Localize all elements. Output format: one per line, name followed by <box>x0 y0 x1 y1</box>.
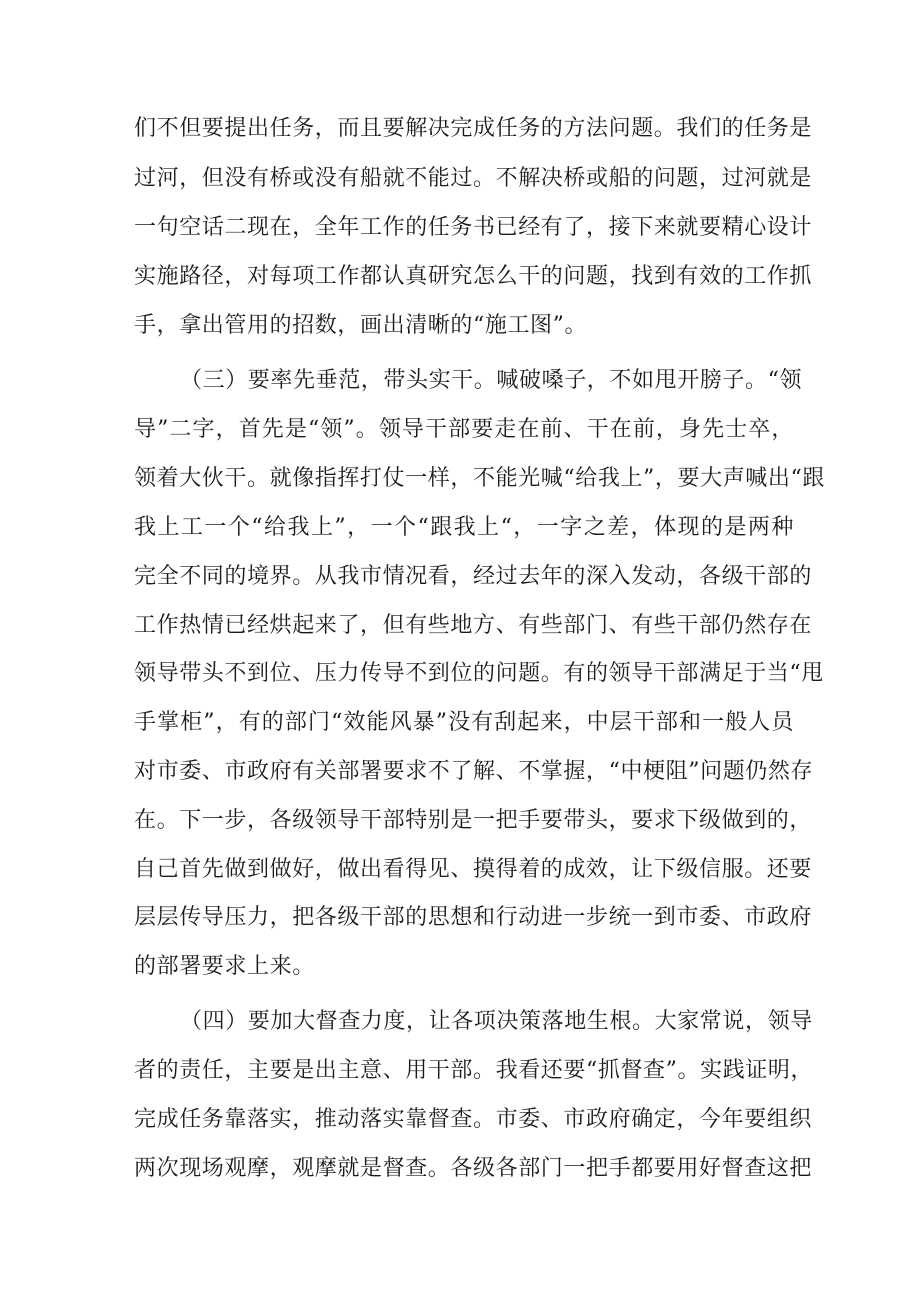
text-line: 者的责任，主要是出主意、用干部。我看还要“抓督查”。实践证明， <box>134 1058 814 1083</box>
text-line: 工作热情已经烘起来了，但有些地方、有些部门、有些干部仍然存在 <box>134 613 813 638</box>
text-line: 的部署要求上来。 <box>134 954 315 979</box>
text-line: 过河，但没有桥或没有船就不能过。不解决桥或船的问题，过河就是 <box>134 166 813 191</box>
text-line: 两次现场观摩，观摩就是督查。各级各部门一把手都要用好督查这把 <box>134 1156 813 1181</box>
text-line: 一句空话二现在，全年工作的任务书已经有了，接下来就要精心设计 <box>134 215 813 240</box>
text-line: 手，拿出管用的招数，画出清晰的“施工图”。 <box>134 313 588 338</box>
text-line: 对市委、市政府有关部署要求不了解、不掌握，“中梗阻”问题仍然存 <box>134 759 814 784</box>
paragraph-heading-line: （三）要率先垂范，带头实干。喊破嗓子，不如甩开膀子。“领 <box>180 368 803 393</box>
text-line: 层层传导压力，把各级干部的思想和行动进一步统一到市委、市政府 <box>134 905 813 930</box>
text-line: 完成任务靠落实，推动落实靠督查。市委、市政府确定，今年要组织 <box>134 1107 813 1132</box>
text-line: 自己首先做到做好，做出看得见、摸得着的成效，让下级信服。还要 <box>134 857 813 882</box>
text-line: 们不但要提出任务，而且要解决完成任务的方法问题。我们的任务是 <box>134 116 813 141</box>
text-line: 实施路径，对每项工作都认真研究怎么干的问题，找到有效的工作抓 <box>134 264 813 289</box>
text-line: 我上工一个“给我上”，一个“跟我上“，一字之差，体现的是两种 <box>134 515 794 540</box>
text-line: 在。下一步，各级领导干部特别是一把手要带头，要求下级做到的， <box>134 808 813 833</box>
paragraph-heading-line: （四）要加大督查力度，让各项决策落地生根。大家常说，领导 <box>180 1009 813 1034</box>
text-line: 领导带头不到位、压力传导不到位的问题。有的领导干部满足于当“甩 <box>134 661 824 686</box>
text-line: 导”二字，首先是“领”。领导干部要走在前、干在前，身先士卒， <box>134 417 794 442</box>
text-line: 手掌柜”，有的部门“效能风暴”没有刮起来，中层干部和一般人员 <box>134 710 794 735</box>
text-line: 领着大伙干。就像指挥打仗一样，不能光喊“给我上”，要大声喊出“跟 <box>134 466 825 491</box>
text-line: 完全不同的境界。从我市情况看，经过去年的深入发动，各级干部的 <box>134 564 813 589</box>
